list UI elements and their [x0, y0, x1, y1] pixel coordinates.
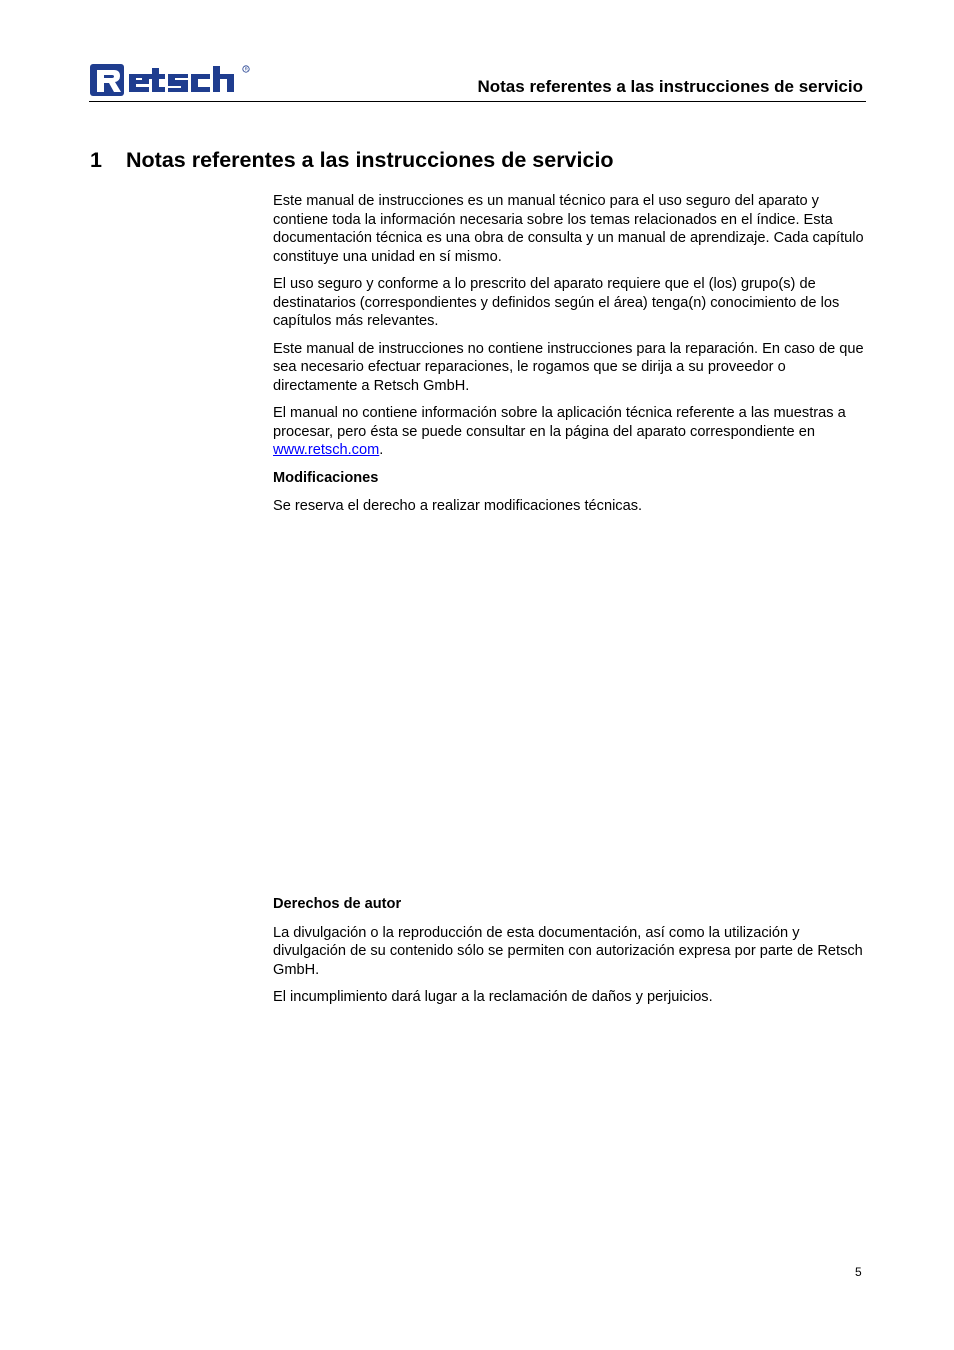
intro-paragraph-2: El uso seguro y conforme a lo prescrito del aparato requiere que el (los) grupo(s) de destinatarios (correspondientes y definidos según el área) tenga(n) conocimiento de los capítulos más relevantes. — [273, 276, 840, 329]
intro-paragraph-3: Este manual de instrucciones no contiene instrucciones para la reparación. En caso de que sea necesario efectuar reparaciones, le rogamos que se dirija a su proveedor o directamente a Retsch GmbH. — [273, 340, 864, 394]
running-header-title: Notas referentes a las instrucciones de servicio — [477, 77, 863, 96]
svg-text:R: R — [244, 66, 248, 72]
header-divider — [89, 101, 866, 102]
modifications-heading: Modificaciones — [273, 469, 379, 486]
copyright-paragraph-2: El incumplimiento dará lugar a la reclamación de daños y perjuicios. — [273, 989, 713, 1005]
intro-paragraph-4-text: El manual no contiene información sobre la aplicación técnica referente a las muestras a procesar, pero ésta se puede consultar en la página del aparato correspondiente en — [273, 405, 846, 440]
intro-paragraph-4-end: . — [379, 442, 384, 458]
chapter-heading — [90, 148, 614, 173]
chapter-number: 1 — [90, 148, 102, 172]
intro-section — [273, 192, 868, 525]
retsch-website-link[interactable]: www.retsch.com — [273, 442, 380, 458]
page-number: 5 — [855, 1265, 862, 1279]
retsch-logo — [89, 62, 259, 98]
intro-paragraph-4 — [273, 404, 868, 460]
copyright-heading: Derechos de autor — [273, 896, 402, 912]
intro-paragraph-1: Este manual de instrucciones es un manual técnico para el uso seguro del aparato y contiene toda la información necesaria sobre los temas relacionados en el índice. Esta documentación técnica es una obra de consulta y un manual de aprendizaje. Cada capítulo constituye una unidad en sí mismo. — [273, 193, 864, 265]
modifications-text: Se reserva el derecho a realizar modificaciones técnicas. — [273, 498, 643, 514]
chapter-title: Notas referentes a las instrucciones de servicio — [126, 148, 614, 172]
copyright-paragraph-1: La divulgación o la reproducción de esta documentación, así como la utilización y divulgación de su contenido sólo se permiten con autorización expresa por parte de Retsch GmbH. — [273, 924, 863, 978]
copyright-section — [273, 895, 868, 1016]
